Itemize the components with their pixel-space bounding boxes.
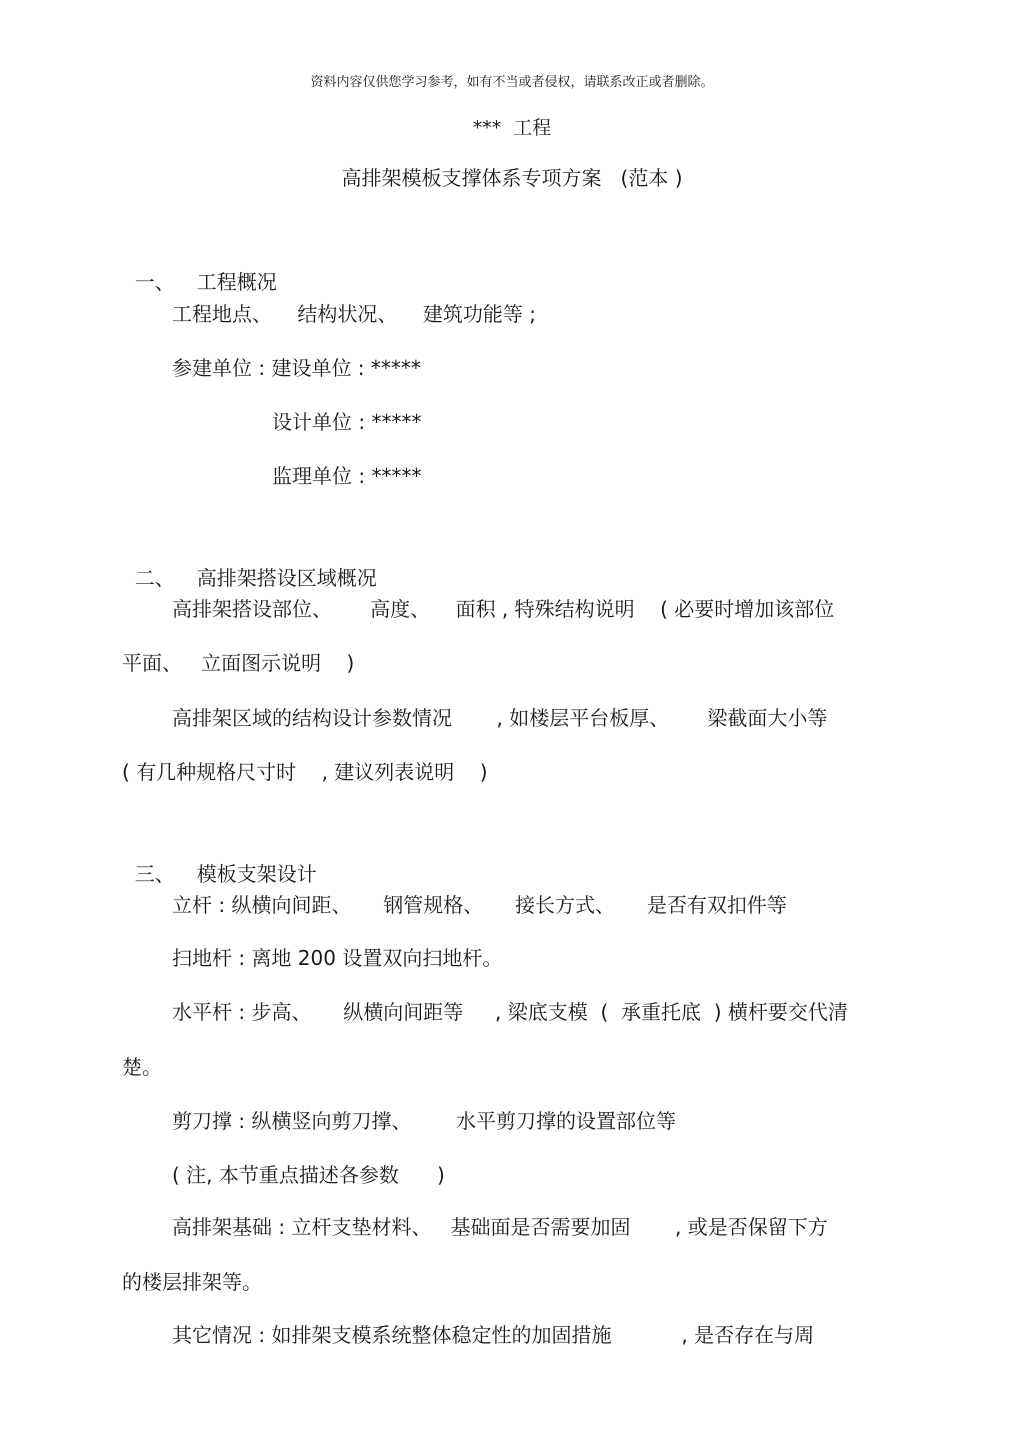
- paragraph-line: 监理单位 : *****: [272, 464, 422, 488]
- paragraph-line: 工程地点、 结构状况、 建筑功能等 ;: [172, 302, 536, 326]
- section-title: 模板支架设计: [196, 862, 317, 886]
- paragraph-line: 参建单位 : 建设单位 : *****: [172, 356, 421, 380]
- title-main: 高排架模板支撑体系专项方案 (范本 ): [341, 166, 683, 190]
- section-title: 高排架搭设区域概况: [196, 566, 377, 590]
- paragraph-line: 平面、 立面图示说明 ): [122, 651, 355, 675]
- paragraph-line: 高排架搭设部位、 高度、 面积 , 特殊结构说明 ( 必要时增加该部位: [172, 597, 835, 621]
- section-number: 三、: [134, 862, 175, 886]
- paragraph-line: 设计单位 : *****: [272, 410, 422, 434]
- paragraph-line: 水平杆 : 步高、 纵横向间距等 , 梁底支模 ( 承重托底 ) 横杆要交代清: [172, 1000, 848, 1024]
- paragraph-line: ( 注, 本节重点描述各参数 ): [172, 1163, 445, 1187]
- section-title: 工程概况: [196, 270, 277, 294]
- section-heading: [122, 844, 317, 884]
- section-number: 一、: [134, 270, 175, 294]
- header-notice: 资料内容仅供您学习参考，如有不当或者侵权，请联系改正或者删除。: [310, 75, 714, 90]
- paragraph-line: 扫地杆 : 离地 200 设置双向扫地杆。: [172, 946, 503, 970]
- section-heading: [122, 548, 377, 588]
- title-project: *** 工程: [472, 117, 552, 139]
- section-number: 二、: [134, 566, 175, 590]
- paragraph-line: ( 有几种规格尺寸时 , 建议列表说明 ): [122, 760, 488, 784]
- paragraph-line: 剪刀撑 : 纵横竖向剪刀撑、 水平剪刀撑的设置部位等: [172, 1109, 676, 1133]
- section-heading: [122, 252, 277, 292]
- paragraph-line: 楚。: [122, 1055, 162, 1079]
- paragraph-line: 其它情况 : 如排架支模系统整体稳定性的加固措施 , 是否存在与周: [172, 1323, 815, 1347]
- paragraph-line: 高排架基础 : 立杆支垫材料、 基础面是否需要加固 , 或是否保留下方: [172, 1215, 828, 1239]
- paragraph-line: 高排架区域的结构设计参数情况 , 如楼层平台板厚、 梁截面大小等: [172, 706, 828, 730]
- paragraph-line: 的楼层排架等。: [122, 1270, 262, 1294]
- paragraph-line: 立杆 : 纵横向间距、 钢管规格、 接长方式、 是否有双扣件等: [172, 893, 787, 917]
